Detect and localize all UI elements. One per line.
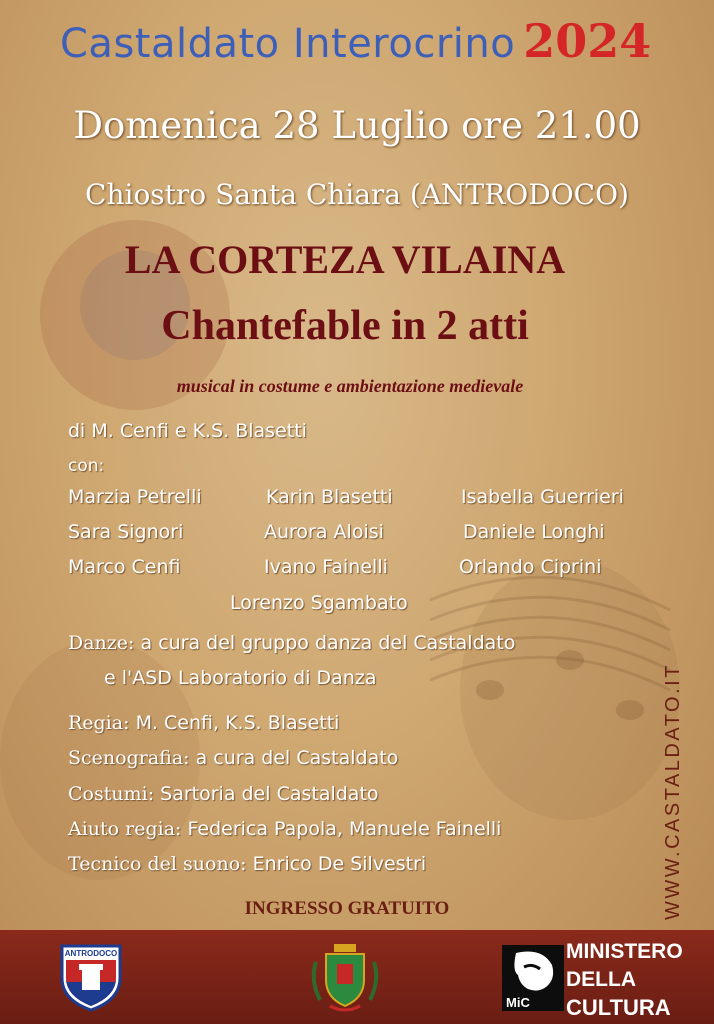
ministry-label [566,938,683,1022]
credit-assistant-director [68,818,501,840]
mic-face-icon [502,945,564,1011]
event-title [60,14,680,84]
event-name: Castaldato Interocrino [60,21,516,67]
cast-member: Isabella Guerrieri [461,486,624,508]
show-subtitle: Chantefable in 2 atti [161,303,529,349]
cast-member: Marco Cenfi [68,556,181,578]
credit-label: Costumi: [68,783,155,805]
credit-label: Aiuto regia: [68,818,182,840]
credit-value: Federica Papola, Manuele Fainelli [181,818,502,840]
venue-line: Chiostro Santa Chiara (ANTRODOCO) [85,178,629,211]
cast-member: Daniele Longhi [463,521,605,543]
dance-label: Danze: [68,632,135,654]
mic-abbr-text: MiC [506,995,530,1010]
admission-note: INGRESSO GRATUITO [244,898,450,919]
ministry-line-3: CULTURA [566,995,671,1020]
website-text: WWW.CASTALDATO.IT [662,663,684,920]
credit-sound [68,853,426,875]
credit-value: M. Cenfi, K.S. Blasetti [129,712,340,734]
cast-member: Marzia Petrelli [68,486,202,508]
antrodoco-badge-label: ANTRODOCO [64,949,118,958]
ministry-line-2: DELLA [566,968,636,991]
dance-line-2: e l'ASD Laboratorio di Danza [104,667,377,689]
antrodoco-shield-icon [58,942,124,1012]
credit-scenography [68,747,398,769]
cast-member: Karin Blasetti [266,486,393,508]
cast-member: Aurora Aloisi [264,521,384,543]
show-title: LA CORTEZA VILAINA [124,237,566,282]
credit-label: Regia: [68,712,130,734]
credit-label: Scenografia: [68,747,190,769]
cast-label: con: [68,456,105,476]
authors-line: di M. Cenfi e K.S. Blasetti [68,420,307,442]
municipal-crest-icon [306,940,384,1016]
credit-costumes [68,783,379,805]
date-line: Domenica 28 Luglio ore 21.00 [73,104,641,147]
mic-logo-icon [502,945,564,1011]
ministry-line-1: MINISTERO [566,940,683,963]
credit-director [68,712,339,734]
show-description: musical in costume e ambientazione medievale [176,376,524,396]
credit-value: Sartoria del Castaldato [154,783,379,805]
cast-member: Ivano Fainelli [264,556,388,578]
event-year: 2024 [523,14,652,68]
footer-bar [0,930,714,1024]
cast-member: Sara Signori [68,521,184,543]
cast-member: Lorenzo Sgambato [230,592,408,614]
credit-label: Tecnico del suono: [68,853,247,875]
dance-value: a cura del gruppo danza del Castaldato [134,632,516,654]
dance-line [68,632,515,654]
cast-member: Orlando Ciprini [459,556,602,578]
credit-value: a cura del Castaldato [189,747,399,769]
credit-value: Enrico De Silvestri [246,853,427,875]
